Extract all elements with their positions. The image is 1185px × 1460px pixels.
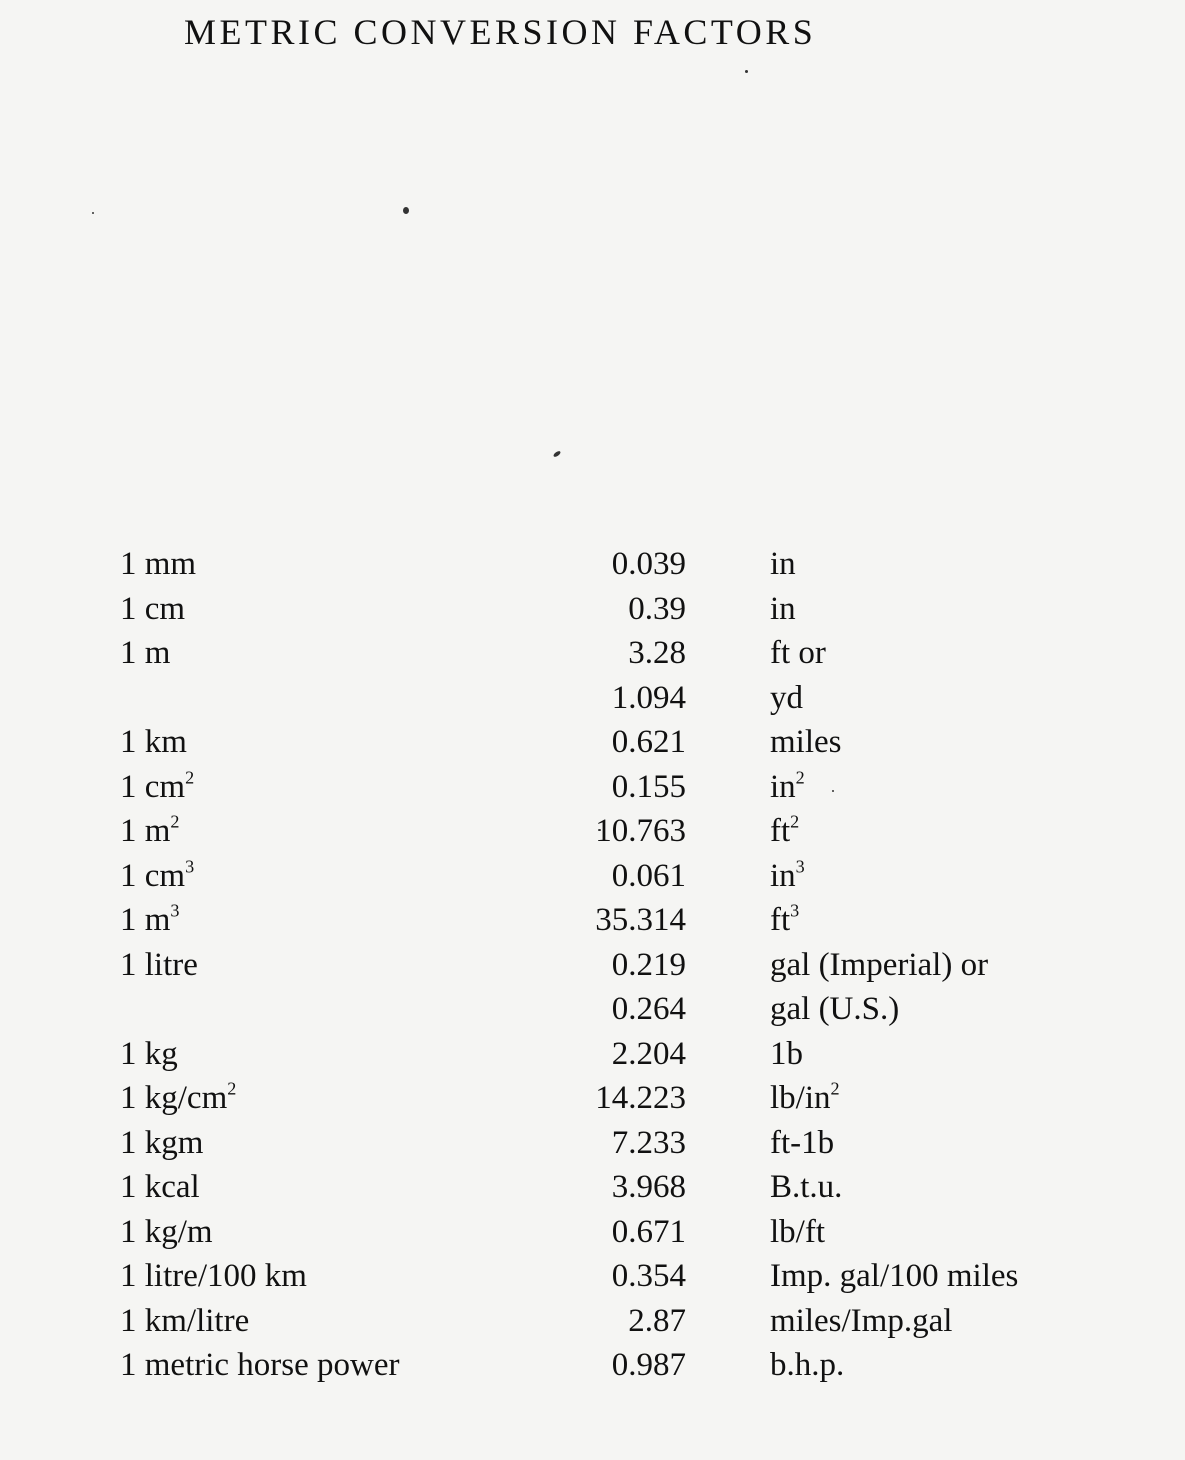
conversion-value: 0.354: [611, 1258, 686, 1294]
table-row: [120, 1343, 1120, 1388]
imperial-unit-text: lb/ft: [770, 1213, 825, 1250]
imperial-unit: [770, 1076, 840, 1121]
metric-unit-text: 1 kg/m: [120, 1213, 213, 1250]
metric-exponent: 2: [227, 1078, 237, 1099]
metric-unit: [120, 1254, 307, 1299]
imperial-unit-text: lb/in: [770, 1080, 831, 1116]
imperial-unit: [770, 898, 799, 943]
imperial-unit: [770, 631, 826, 676]
conversion-value: 0.155: [611, 768, 686, 805]
print-speck: [92, 212, 94, 214]
metric-exponent: 2: [185, 766, 195, 787]
conversion-value: 0.671: [611, 1213, 686, 1250]
table-row: [120, 898, 1120, 943]
conversion-table: [120, 542, 1120, 1388]
table-row: [120, 676, 1120, 721]
metric-unit: [120, 1121, 203, 1166]
conversion-value: 0.987: [611, 1347, 686, 1383]
table-row: [120, 1121, 1120, 1166]
table-row: [120, 720, 1120, 765]
metric-unit-text: 1 cm: [120, 857, 186, 894]
conversion-value: 2.87: [628, 1302, 686, 1339]
imperial-unit: [770, 1165, 842, 1210]
table-row: [120, 1254, 1120, 1299]
imperial-exponent: 3: [790, 900, 800, 921]
conversion-value: 0.039: [611, 546, 686, 582]
imperial-unit: [770, 987, 899, 1032]
imperial-unit: [770, 854, 805, 899]
metric-unit: [120, 1210, 213, 1255]
conversion-value: 0.621: [611, 724, 686, 760]
imperial-unit-text: in: [770, 590, 796, 627]
table-row: [120, 631, 1120, 676]
table-row: [120, 1165, 1120, 1210]
table-row: [120, 1032, 1120, 1077]
imperial-unit: [770, 1121, 834, 1166]
print-speck: [403, 207, 409, 214]
imperial-exponent: 2: [790, 811, 800, 832]
imperial-unit: [770, 809, 799, 854]
metric-unit-text: 1 kg: [120, 1035, 178, 1072]
metric-unit-text: 1 mm: [120, 546, 197, 582]
table-row: [120, 1299, 1120, 1344]
metric-unit: [120, 587, 185, 632]
conversion-value: 14.223: [595, 1080, 686, 1116]
metric-unit: [120, 898, 180, 943]
conversion-value: 0.061: [611, 857, 686, 894]
imperial-unit-text: miles/Imp.gal: [770, 1302, 953, 1339]
metric-unit: [120, 631, 170, 676]
table-row: [120, 587, 1120, 632]
metric-unit-text: 1 cm: [120, 768, 186, 805]
metric-unit: [120, 765, 194, 810]
conversion-value: 0.264: [611, 991, 686, 1027]
imperial-unit-text: gal (U.S.): [770, 991, 900, 1027]
imperial-exponent: 3: [795, 855, 805, 876]
metric-unit: [120, 1076, 236, 1121]
conversion-value: 1.094: [611, 679, 686, 716]
conversion-value: 0.219: [611, 946, 686, 983]
imperial-unit-text: 1b: [770, 1035, 803, 1072]
imperial-exponent: 2: [830, 1078, 840, 1099]
table-row: [120, 1210, 1120, 1255]
metric-unit-text: 1 m: [120, 813, 171, 849]
imperial-unit: [770, 943, 988, 988]
table-row: [120, 987, 1120, 1032]
imperial-unit-text: yd: [770, 679, 803, 716]
imperial-unit: [770, 1299, 952, 1344]
imperial-unit-text: ft: [770, 902, 791, 938]
imperial-unit: [770, 542, 796, 587]
metric-unit-text: 1 metric horse power: [120, 1347, 400, 1383]
imperial-unit-text: in: [770, 546, 796, 582]
conversion-value: 7.233: [611, 1124, 686, 1161]
table-row: [120, 765, 1120, 810]
metric-unit-text: 1 km/litre: [120, 1302, 250, 1339]
imperial-unit-text: in: [770, 857, 796, 894]
metric-unit-text: 1 kg/cm: [120, 1080, 228, 1116]
imperial-unit-text: ft or: [770, 635, 826, 671]
imperial-unit-text: B.t.u.: [770, 1169, 843, 1205]
metric-unit: [120, 1299, 249, 1344]
metric-unit-text: 1 km: [120, 724, 187, 760]
conversion-value: 0.39: [628, 590, 686, 627]
metric-exponent: 3: [170, 900, 180, 921]
metric-unit-text: 1 litre: [120, 946, 198, 983]
print-speck: [553, 450, 562, 458]
imperial-unit: [770, 676, 803, 721]
imperial-unit: [770, 587, 796, 632]
metric-unit: [120, 1165, 200, 1210]
metric-unit-text: 1 m: [120, 902, 171, 938]
table-row: [120, 809, 1120, 854]
imperial-exponent: 2: [795, 766, 805, 787]
imperial-unit-text: ft: [770, 813, 791, 849]
table-row: [120, 1076, 1120, 1121]
imperial-unit: [770, 1032, 803, 1077]
metric-unit: [120, 720, 187, 765]
imperial-unit: [770, 720, 842, 765]
metric-unit-text: 1 kgm: [120, 1124, 204, 1161]
metric-unit-text: 1 m: [120, 635, 171, 671]
print-speck: [745, 70, 748, 73]
metric-unit-text: 1 cm: [120, 590, 186, 627]
conversion-value: 3.28: [628, 635, 686, 671]
page-title: METRIC CONVERSION FACTORS: [184, 12, 817, 52]
imperial-unit-text: ft-1b: [770, 1124, 835, 1161]
metric-unit: [120, 1343, 400, 1388]
imperial-unit: [770, 765, 805, 810]
table-row: [120, 542, 1120, 587]
metric-unit: [120, 542, 196, 587]
imperial-unit-text: miles: [770, 724, 842, 760]
metric-unit: [120, 809, 180, 854]
conversion-value: 10.763: [595, 813, 686, 849]
metric-unit-text: 1 litre/100 km: [120, 1258, 307, 1294]
table-row: [120, 854, 1120, 899]
imperial-unit-text: in: [770, 768, 796, 805]
metric-unit: [120, 943, 198, 988]
imperial-unit-text: b.h.p.: [770, 1347, 845, 1383]
metric-exponent: 2: [170, 811, 180, 832]
conversion-value: 2.204: [611, 1035, 686, 1072]
imperial-unit: [770, 1343, 844, 1388]
table-row: [120, 943, 1120, 988]
imperial-unit: [770, 1254, 1018, 1299]
metric-unit-text: 1 kcal: [120, 1169, 200, 1205]
metric-unit: [120, 1032, 178, 1077]
imperial-unit-text: gal (Imperial) or: [770, 946, 989, 983]
metric-unit: [120, 854, 194, 899]
conversion-value: 35.314: [595, 902, 686, 938]
conversion-value: 3.968: [611, 1169, 686, 1205]
metric-exponent: 3: [185, 855, 195, 876]
imperial-unit: [770, 1210, 825, 1255]
imperial-unit-text: Imp. gal/100 miles: [770, 1258, 1019, 1294]
